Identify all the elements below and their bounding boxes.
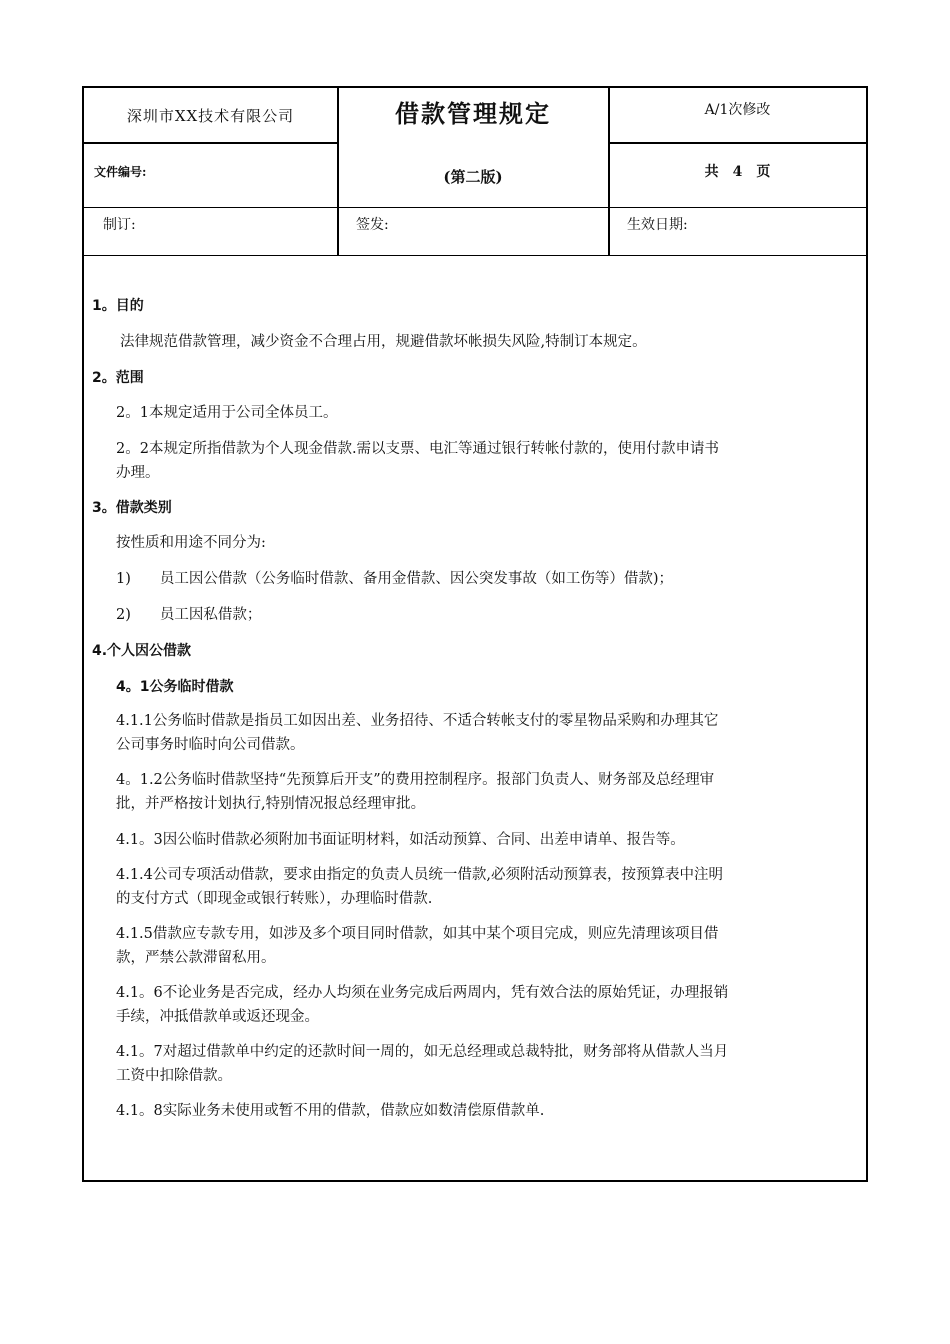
paragraph: 4.1。6不论业务是否完成，经办人均须在业务完成后两周内，凭有效合法的原始凭证，办理报销 bbox=[116, 985, 729, 1001]
paragraph: 法律规范借款管理，减少资金不合理占用，规避借款坏帐损失风险,特制订本规定。 bbox=[120, 334, 647, 350]
approved-by-label: 签发: bbox=[356, 217, 389, 233]
document-title: 借款管理规定 bbox=[395, 99, 551, 128]
divider bbox=[608, 88, 610, 256]
section-heading: 2。范围 bbox=[92, 370, 144, 386]
paragraph: 公司事务时临时向公司借款。 bbox=[116, 737, 305, 753]
paragraph: 款，严禁公款滞留私用。 bbox=[116, 950, 276, 966]
paragraph: 4.1。8实际业务未使用或暂不用的借款，借款应如数清偿原借款单. bbox=[116, 1103, 545, 1119]
paragraph: 4。1.2公务临时借款坚持“先预算后开支”的费用控制程序。报部门负责人、财务部及总经理审 bbox=[116, 772, 715, 788]
section-heading: 3。借款类别 bbox=[92, 500, 172, 516]
paragraph: 4.1.5借款应专款专用，如涉及多个项目同时借款，如其中某个项目完成，则应先清理该项目借 bbox=[116, 926, 719, 942]
page-count: 共 4 页 bbox=[704, 164, 771, 180]
divider bbox=[337, 88, 339, 256]
list-item: 2) 员工因私借款； bbox=[116, 607, 262, 623]
paragraph: 按性质和用途不同分为: bbox=[116, 535, 266, 551]
doc-number-label: 文件编号: bbox=[94, 165, 147, 179]
section-heading: 4.个人因公借款 bbox=[92, 643, 192, 659]
list-item: 1) 员工因公借款（公务临时借款、备用金借款、因公突发事故（如工伤等）借款)； bbox=[116, 571, 674, 587]
paragraph: 2。1本规定适用于公司全体员工。 bbox=[116, 405, 338, 421]
paragraph: 4.1.1公务临时借款是指员工如因出差、业务招待、不适合转帐支付的零星物品采购和办理其它 bbox=[116, 713, 719, 729]
paragraph: 工资中扣除借款。 bbox=[116, 1068, 232, 1084]
title-cell bbox=[337, 88, 609, 208]
divider bbox=[609, 142, 866, 144]
divider bbox=[84, 142, 337, 144]
paragraph: 4.1。7对超过借款单中约定的还款时间一周的，如无总经理或总裁特批，财务部将从借款人当月 bbox=[116, 1044, 729, 1060]
paragraph: 办理。 bbox=[116, 465, 160, 481]
paragraph: 4.1。3因公临时借款必须附加书面证明材料，如活动预算、合同、出差申请单、报告等。 bbox=[116, 832, 685, 848]
paragraph: 2。2本规定所指借款为个人现金借款.需以支票、电汇等通过银行转帐付款的，使用付款申请书 bbox=[116, 441, 720, 457]
effective-date-label: 生效日期: bbox=[627, 217, 688, 233]
revision-info: A/1次修改 bbox=[704, 102, 771, 118]
company-name: 深圳市XX技术有限公司 bbox=[126, 107, 295, 125]
document-frame bbox=[82, 86, 868, 1182]
document-header bbox=[84, 88, 866, 256]
document-edition: (第二版) bbox=[443, 168, 503, 186]
paragraph: 4.1.4公司专项活动借款，要求由指定的负责人员统一借款,必须附活动预算表，按预算表中注明 bbox=[116, 867, 723, 883]
divider bbox=[84, 255, 866, 256]
paragraph: 批，并严格按计划执行,特别情况报总经理审批。 bbox=[116, 796, 426, 812]
paragraph: 的支付方式（即现金或银行转账），办理临时借款. bbox=[116, 891, 433, 907]
paragraph: 手续，冲抵借款单或返还现金。 bbox=[116, 1009, 319, 1025]
subsection-heading: 4。1公务临时借款 bbox=[116, 679, 234, 695]
divider bbox=[84, 207, 866, 208]
section-heading: 1。目的 bbox=[92, 298, 144, 314]
drafted-by-label: 制订: bbox=[103, 217, 136, 233]
